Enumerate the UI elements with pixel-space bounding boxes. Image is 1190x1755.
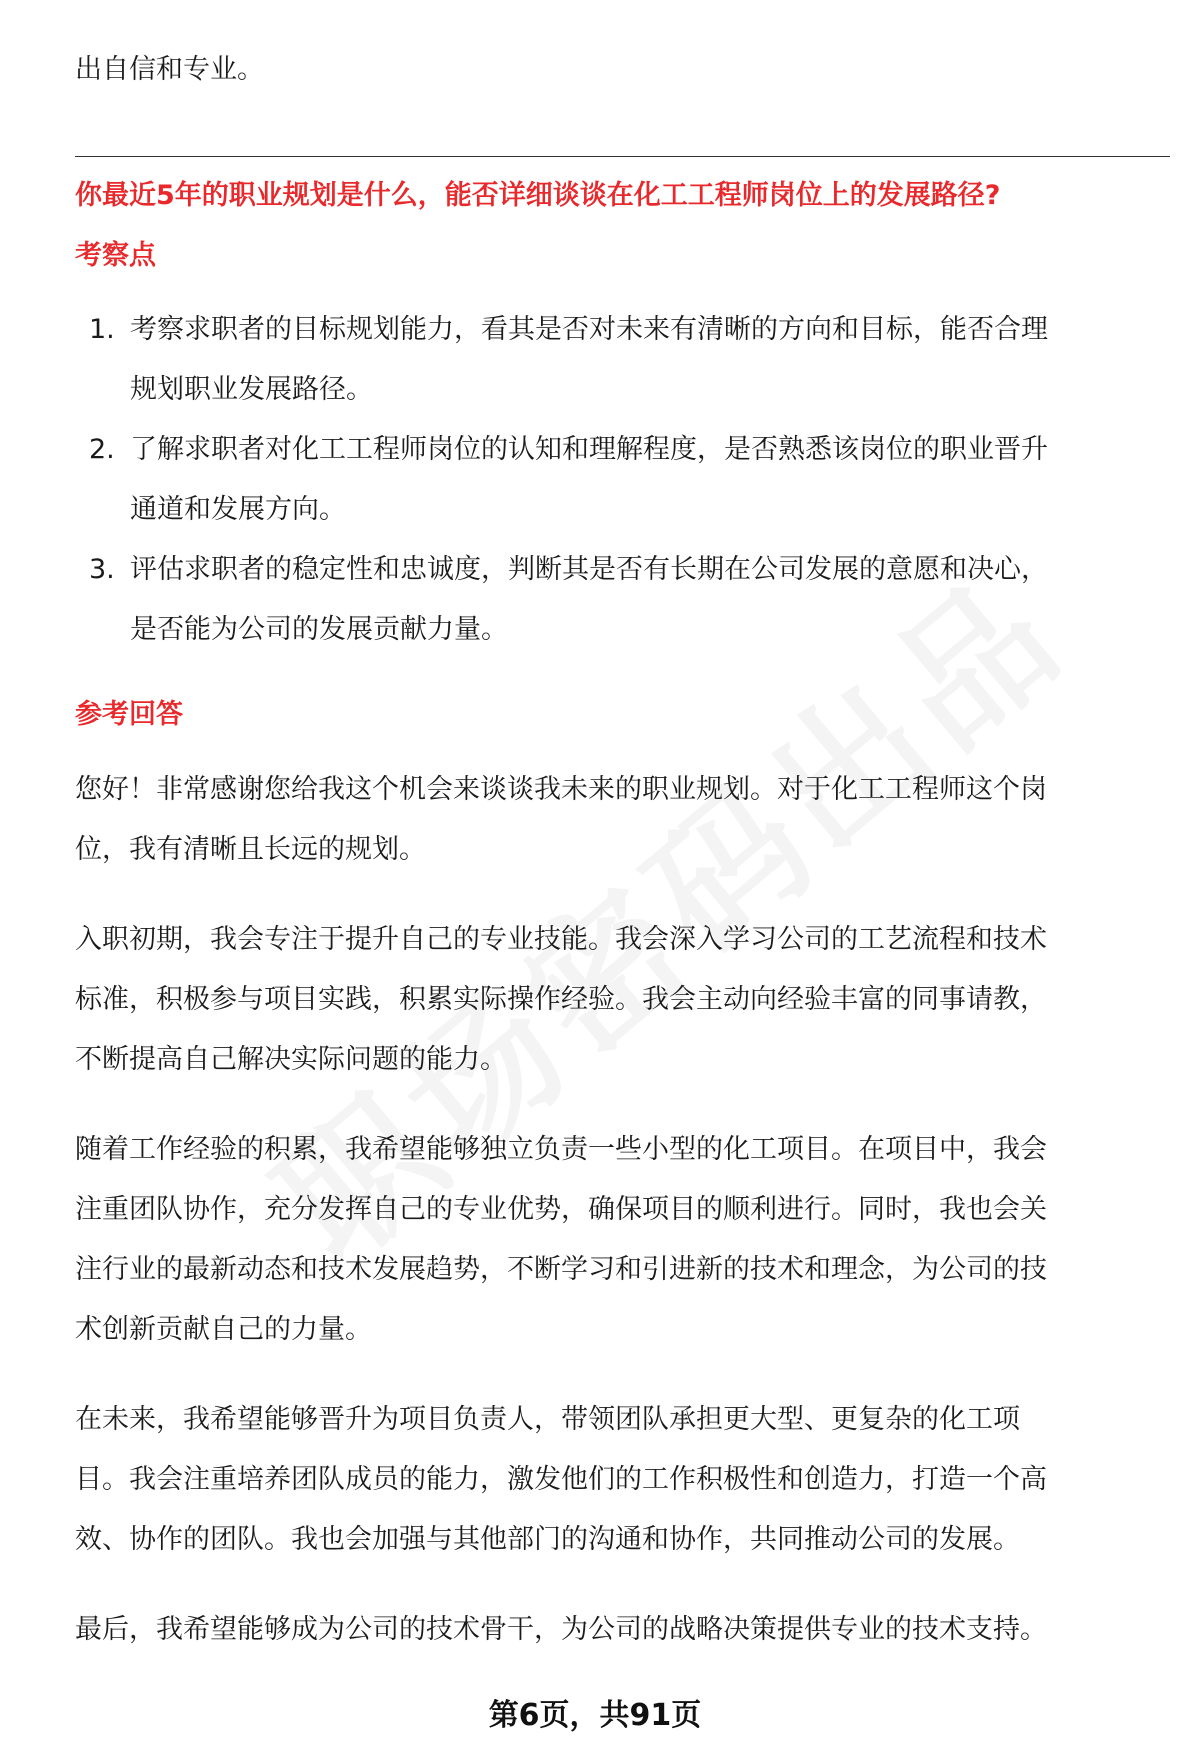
paragraph-line: 位，我有清晰且长远的规划。 bbox=[75, 834, 426, 865]
paragraph-line: 注行业的最新动态和技术发展趋势，不断学习和引进新的技术和理念，为公司的技 bbox=[75, 1254, 1047, 1285]
list-text-line: 评估求职者的稳定性和忠诚度，判断其是否有长期在公司发展的意愿和决心， bbox=[130, 554, 1048, 585]
paragraph-line: 随着工作经验的积累，我希望能够独立负责一些小型的化工项目。在项目中，我会 bbox=[75, 1134, 1047, 1165]
list-text-line: 是否能为公司的发展贡献力量。 bbox=[130, 614, 508, 645]
section-divider bbox=[75, 156, 1170, 157]
paragraph-line: 术创新贡献自己的力量。 bbox=[75, 1314, 372, 1345]
list-number: 1. bbox=[89, 314, 115, 345]
paragraph-line: 入职初期，我会专注于提升自己的专业技能。我会深入学习公司的工艺流程和技术 bbox=[75, 924, 1047, 955]
list-number: 2. bbox=[89, 434, 115, 465]
answer-heading: 参考回答 bbox=[75, 699, 183, 730]
paragraph-line: 不断提高自己解决实际问题的能力。 bbox=[75, 1044, 507, 1075]
continued-text: 出自信和专业。 bbox=[75, 54, 264, 85]
list-text bbox=[130, 420, 1170, 540]
paragraph-line: 最后，我希望能够成为公司的技术骨干，为公司的战略决策提供专业的技术支持。 bbox=[75, 1614, 1047, 1645]
list-text-line: 规划职业发展路径。 bbox=[130, 374, 373, 405]
examine-heading: 考察点 bbox=[75, 240, 156, 271]
question-heading: 你最近5年的职业规划是什么，能否详细谈谈在化工工程师岗位上的发展路径? bbox=[75, 180, 1001, 211]
document-page bbox=[75, 0, 1170, 1755]
list-number: 3. bbox=[89, 554, 115, 585]
page-number-footer: 第6页，共91页 bbox=[488, 1698, 702, 1733]
list-text-line: 了解求职者对化工工程师岗位的认知和理解程度，是否熟悉该岗位的职业晋升 bbox=[130, 434, 1048, 465]
paragraph-line: 您好！非常感谢您给我这个机会来谈谈我未来的职业规划。对于化工工程师这个岗 bbox=[75, 774, 1047, 805]
paragraph-line: 注重团队协作，充分发挥自己的专业优势，确保项目的顺利进行。同时，我也会关 bbox=[75, 1194, 1047, 1225]
paragraph-line: 在未来，我希望能够晋升为项目负责人，带领团队承担更大型、更复杂的化工项 bbox=[75, 1404, 1020, 1435]
list-text-line: 考察求职者的目标规划能力，看其是否对未来有清晰的方向和目标，能否合理 bbox=[130, 314, 1048, 345]
paragraph-line: 标准，积极参与项目实践，积累实际操作经验。我会主动向经验丰富的同事请教， bbox=[75, 984, 1047, 1015]
paragraph-line: 效、协作的团队。我也会加强与其他部门的沟通和协作，共同推动公司的发展。 bbox=[75, 1524, 1020, 1555]
list-text bbox=[130, 300, 1170, 420]
paragraph-line: 目。我会注重培养团队成员的能力，激发他们的工作积极性和创造力，打造一个高 bbox=[75, 1464, 1047, 1495]
list-text bbox=[130, 540, 1170, 660]
list-text-line: 通道和发展方向。 bbox=[130, 494, 346, 525]
